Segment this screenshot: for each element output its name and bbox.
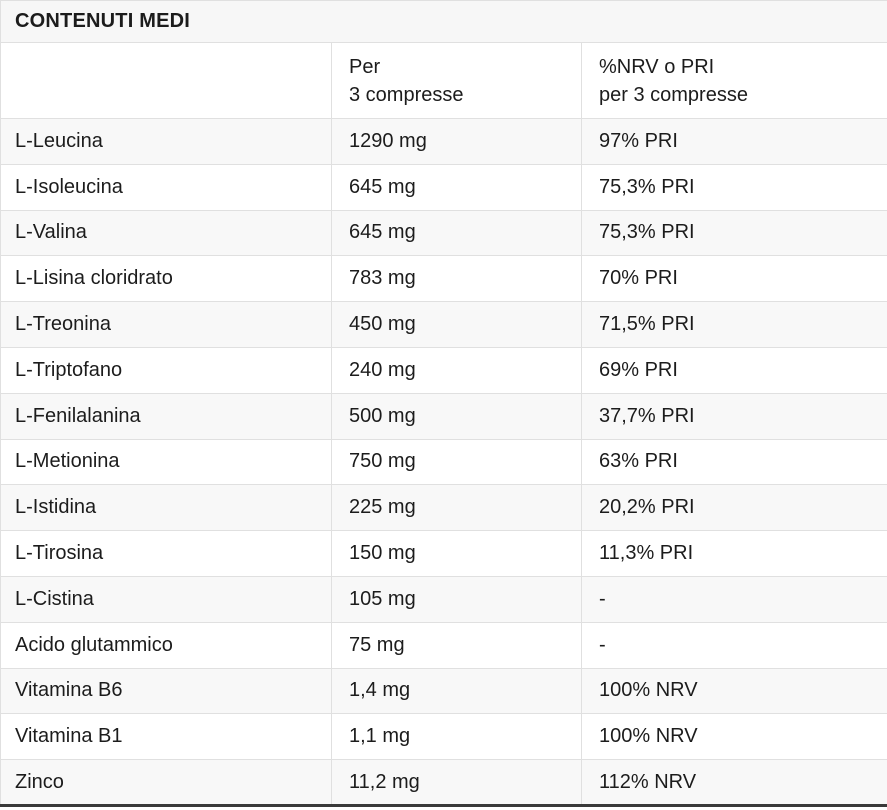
column-header-nrv-line1: %NRV o PRI — [599, 55, 715, 78]
nrv-cell: 11,3% PRI — [582, 531, 887, 577]
nutrient-name-cell: L-Valina — [1, 210, 332, 256]
nutrient-name-cell: L-Treonina — [1, 302, 332, 348]
nutrient-name-cell: L-Tirosina — [1, 531, 332, 577]
nrv-cell: 100% NRV — [582, 714, 887, 760]
column-header-row — [1, 43, 887, 119]
amount-cell: 75 mg — [332, 622, 582, 668]
table-row — [1, 164, 887, 210]
amount-cell: 1,1 mg — [332, 714, 582, 760]
nutrient-name-cell: Vitamina B1 — [1, 714, 332, 760]
amount-cell: 645 mg — [332, 210, 582, 256]
table-row — [1, 347, 887, 393]
nutrient-name-cell: L-Lisina cloridrato — [1, 256, 332, 302]
amount-cell: 1,4 mg — [332, 668, 582, 714]
amount-cell: 1290 mg — [332, 119, 582, 165]
table-title-row — [1, 1, 887, 43]
table-row — [1, 576, 887, 622]
amount-cell: 225 mg — [332, 485, 582, 531]
nutrient-name-cell: L-Istidina — [1, 485, 332, 531]
nutrient-name-cell: Vitamina B6 — [1, 668, 332, 714]
nrv-cell: 75,3% PRI — [582, 210, 887, 256]
column-header-nutrient — [1, 43, 332, 119]
nrv-cell: 75,3% PRI — [582, 164, 887, 210]
column-header-amount — [332, 43, 582, 119]
amount-cell: 500 mg — [332, 393, 582, 439]
column-header-amount-line1: Per — [349, 55, 381, 78]
nrv-cell: 63% PRI — [582, 439, 887, 485]
table-row — [1, 714, 887, 760]
amount-cell: 783 mg — [332, 256, 582, 302]
column-header-amount-line2: 3 compresse — [349, 83, 464, 106]
table-row — [1, 302, 887, 348]
table-row — [1, 393, 887, 439]
table-row — [1, 119, 887, 165]
table-row — [1, 622, 887, 668]
table-row — [1, 439, 887, 485]
amount-cell: 450 mg — [332, 302, 582, 348]
nrv-cell: 71,5% PRI — [582, 302, 887, 348]
nutrient-name-cell: Zinco — [1, 760, 332, 806]
nutrient-name-cell: L-Metionina — [1, 439, 332, 485]
nrv-cell: 100% NRV — [582, 668, 887, 714]
nrv-cell: 20,2% PRI — [582, 485, 887, 531]
nutrient-name-cell: L-Triptofano — [1, 347, 332, 393]
table-row — [1, 531, 887, 577]
amount-cell: 750 mg — [332, 439, 582, 485]
nrv-cell: 37,7% PRI — [582, 393, 887, 439]
column-header-nrv-line2: per 3 compresse — [599, 83, 748, 106]
column-header-nrv — [582, 43, 887, 119]
nrv-cell: 97% PRI — [582, 119, 887, 165]
table-row — [1, 485, 887, 531]
nrv-cell: 69% PRI — [582, 347, 887, 393]
table-row — [1, 668, 887, 714]
amount-cell: 11,2 mg — [332, 760, 582, 806]
amount-cell: 105 mg — [332, 576, 582, 622]
table-row — [1, 210, 887, 256]
nrv-cell: - — [582, 576, 887, 622]
amount-cell: 645 mg — [332, 164, 582, 210]
nrv-cell: 112% NRV — [582, 760, 887, 806]
nrv-cell: 70% PRI — [582, 256, 887, 302]
table-row — [1, 760, 887, 806]
table-row — [1, 256, 887, 302]
nutrient-name-cell: L-Fenilalanina — [1, 393, 332, 439]
amount-cell: 240 mg — [332, 347, 582, 393]
nutrient-name-cell: Acido glutammico — [1, 622, 332, 668]
table-title: CONTENUTI MEDI — [1, 1, 887, 43]
amount-cell: 150 mg — [332, 531, 582, 577]
nutrient-name-cell: L-Isoleucina — [1, 164, 332, 210]
nutrient-name-cell: L-Leucina — [1, 119, 332, 165]
nrv-cell: - — [582, 622, 887, 668]
nutrient-name-cell: L-Cistina — [1, 576, 332, 622]
